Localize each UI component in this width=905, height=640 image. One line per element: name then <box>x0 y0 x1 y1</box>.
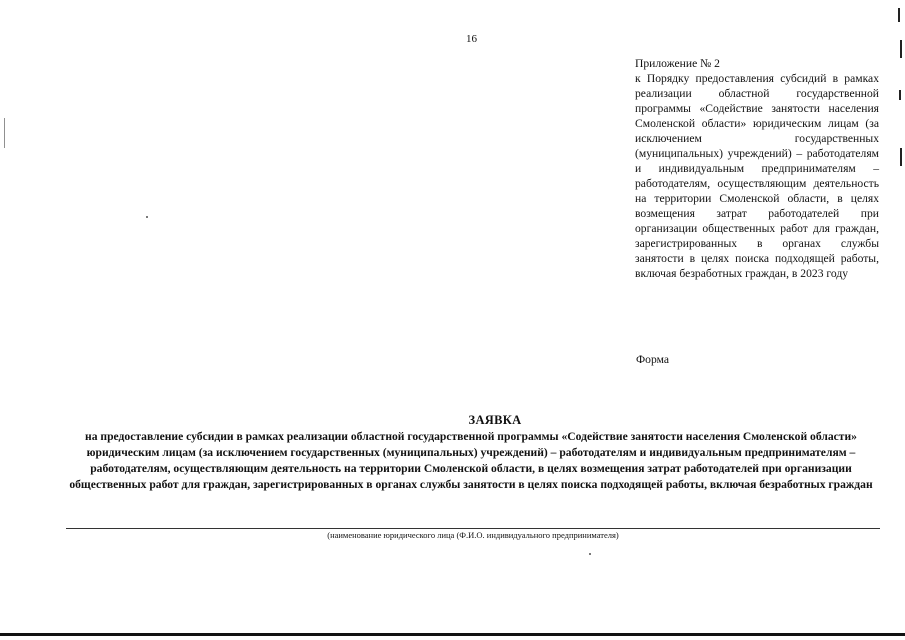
scan-border-bottom <box>0 633 905 636</box>
form-label: Форма <box>636 353 669 366</box>
appendix-title: Приложение № 2 <box>635 57 720 70</box>
scan-dot-2 <box>589 553 591 555</box>
entity-name-line <box>66 528 880 529</box>
document-subtitle: на предоставление субсидии в рамках реализации областной государственной программы «Содействие занятости населения Смоленской области» юридическим лицам (за исключением государственных (муниципальных) учреждений) – работодателям и индивидуальным предпринимателям – работодателям, осуществляющим деятельность на территории Смоленской области, в целях возмещения затрат работодателей при организации общественных работ для граждан, зарегистрированных в органах службы занятости в целях поиска подходящей работы, включая безработных граждан <box>69 430 873 491</box>
scan-mark-right-1 <box>900 40 902 58</box>
scan-mark-right-2 <box>899 90 901 100</box>
appendix-text: к Порядку предоставления субсидий в рамках реализации областной государственной программы «Содействие занятости населения Смоленской области» юридическим лицам (за исключением государственных (муниципальных) учреждений) – работодателям и индивидуальным предпринимателям – работодателям, осуществляющим деятельность на территории Смоленской области, в целях возмещения затрат работодателей при организации общественных работ для граждан, зарегистрированных в органах службы занятости в целях поиска подходящей работы, включая безработных граждан, в 2023 году <box>635 72 879 280</box>
appendix-block <box>635 56 879 281</box>
document-title: ЗАЯВКА <box>468 413 522 427</box>
scan-dot-1 <box>146 216 148 218</box>
entity-name-caption: (наименование юридического лица (Ф.И.О. индивидуального предпринимателя) <box>327 530 619 540</box>
scan-mark-left <box>4 118 5 148</box>
page-number: 16 <box>466 33 477 45</box>
scan-mark-right-3 <box>900 148 902 166</box>
scan-mark-top-right <box>898 8 900 22</box>
